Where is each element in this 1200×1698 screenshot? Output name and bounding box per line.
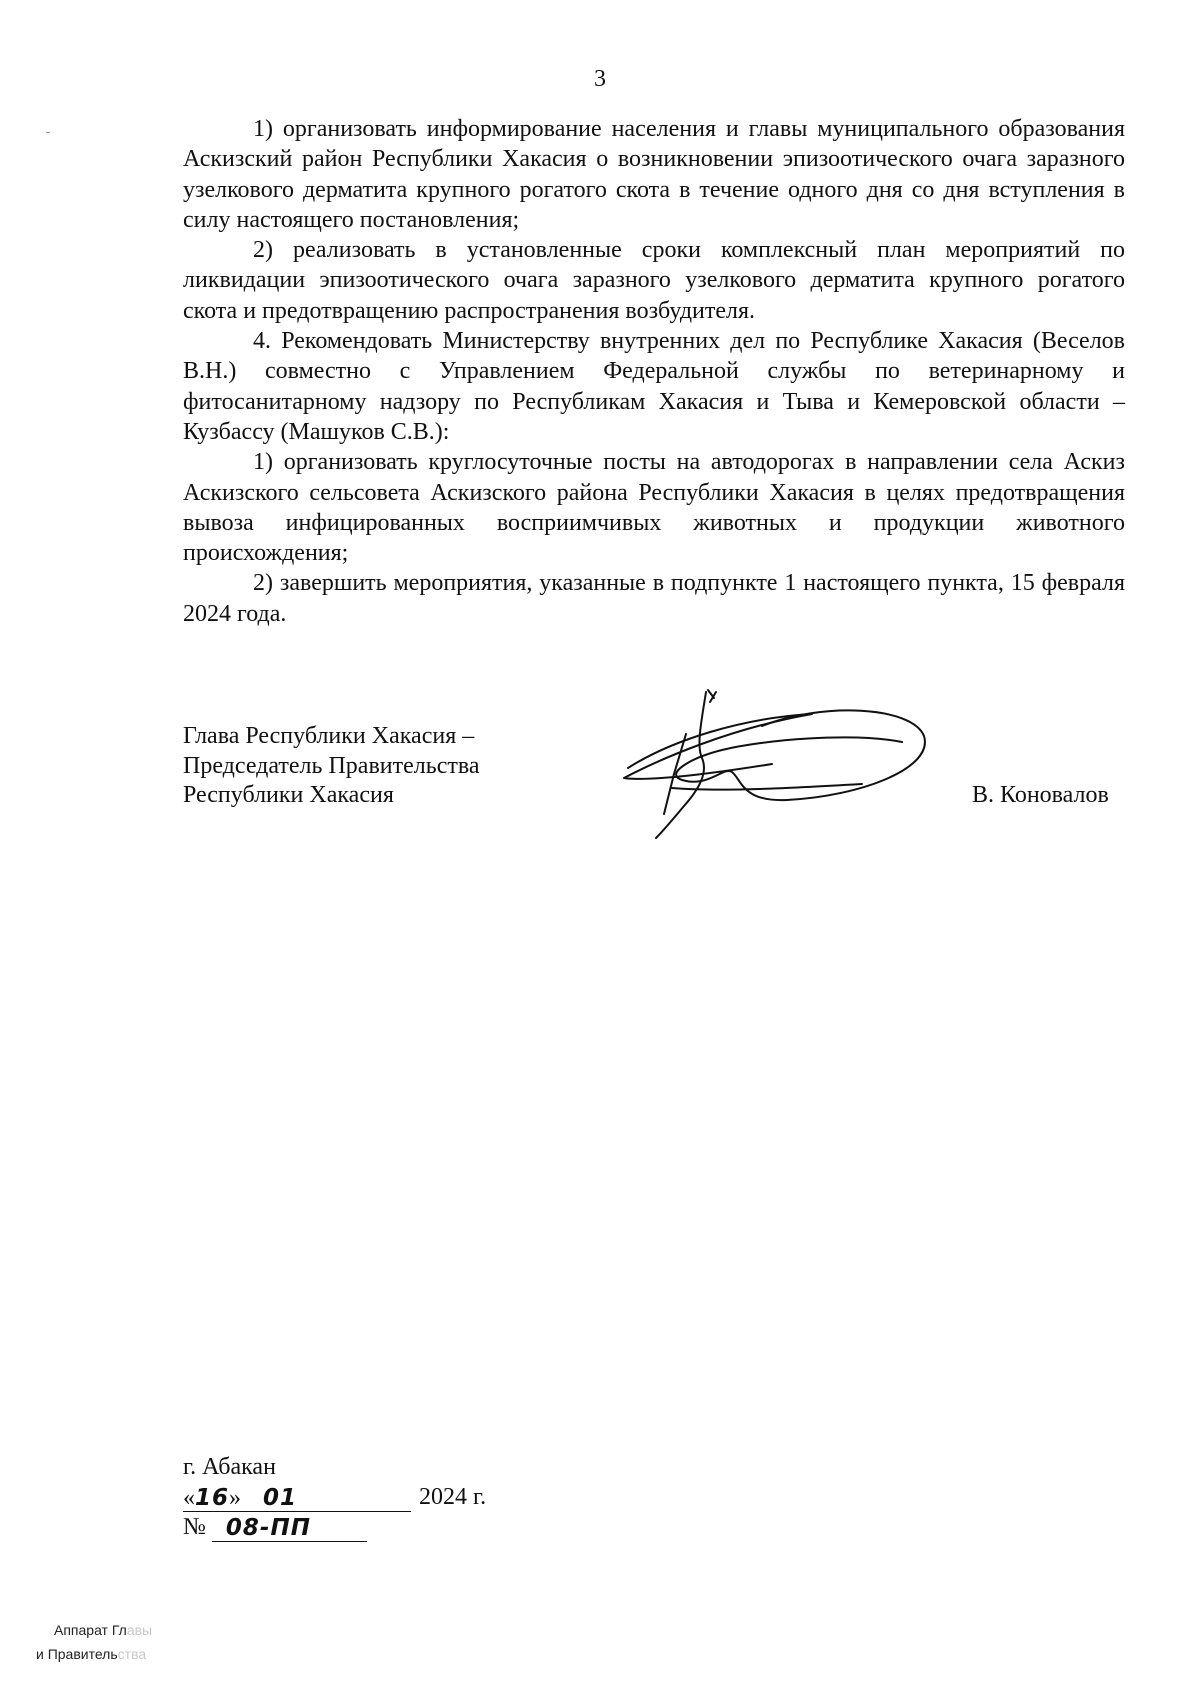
number-sign: № [183, 1514, 206, 1540]
paragraph-implement-plan: 2) реализовать в установленные сроки комплексный план мероприятий по ликвидации эпизоотического очага заразного узелкового дерматита крупного рогатого скота и предотвращению распространения возбудителя. [183, 237, 1125, 324]
document-body [183, 114, 1125, 629]
signatory-title-line: Глава Республики Хакасия – [183, 723, 475, 749]
paragraph-complete-measures: 2) завершить мероприятия, указанные в подпункте 1 настоящего пункта, 15 февраля 2024 года. [183, 570, 1125, 627]
date-quote-close: » [229, 1485, 242, 1511]
stamp-line [36, 1642, 152, 1666]
handwritten-month: 01 [263, 1485, 298, 1511]
signatory-title-line: Председатель Правительства [183, 752, 480, 779]
stamp-line [36, 1618, 152, 1642]
scan-mark [46, 132, 50, 133]
number-line [183, 1512, 486, 1542]
signatory-name: В. Коновалов [972, 782, 1109, 808]
number-field [212, 1513, 367, 1542]
stamp-text-faded: авы [126, 1622, 153, 1638]
signatory-title [183, 722, 480, 811]
page-number: 3 [594, 66, 606, 92]
handwritten-signature [612, 688, 932, 844]
handwritten-document-number: 08-ПП [225, 1515, 311, 1541]
city: г. Абакан [183, 1454, 276, 1480]
office-stamp [36, 1618, 152, 1666]
signatory-title-line: Республики Хакасия [183, 782, 394, 808]
paragraph-recommend-ministry: 4. Рекомендовать Министерству внутренних дел по Республике Хакасия (Веселов В.Н.) совместно с Управлением Федеральной службы по ветеринарному и фитосанитарному надзору по Республикам Хакасия и Тыва и Кемеровской области – Кузбассу (Машуков С.В.): [183, 328, 1125, 445]
paragraph-inform-population: 1) организовать информирование населения и главы муниципального образования Аскизский район Республики Хакасия о возникновении эпизоотического очага заразного узелкового дерматита крупного рогатого скота в течение одного дня со дня вступления в силу настоящего постановления; [183, 116, 1125, 233]
date-field [183, 1483, 411, 1512]
document-footer [183, 1452, 486, 1542]
date-quote-open: « [183, 1485, 195, 1511]
stamp-text: и Правитель [36, 1646, 118, 1662]
year: 2024 г. [419, 1484, 487, 1510]
paragraph-organize-posts: 1) организовать круглосуточные посты на автодорогах в направлении села Аскиз Аскизского сельсовета Аскизского района Республики Хакасия в целях предотвращения вывоза инфицированных восприимчивых животных и продукции животного происхождения; [183, 449, 1125, 567]
handwritten-day: 16 [195, 1485, 230, 1511]
stamp-text: Аппарат Гл [54, 1622, 127, 1638]
date-line [183, 1482, 486, 1512]
stamp-text-faded: ства [117, 1646, 147, 1662]
